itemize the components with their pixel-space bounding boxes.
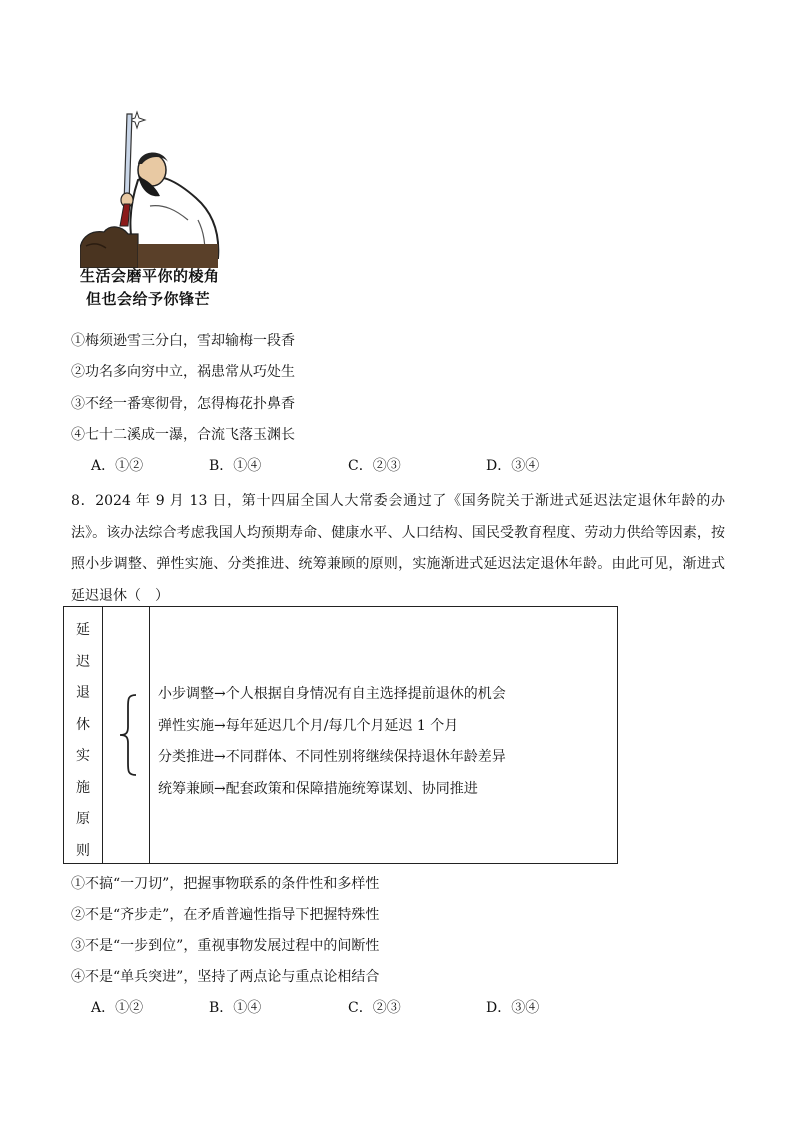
vertical-char: 实 — [76, 748, 90, 764]
vertical-char: 延 — [76, 622, 90, 638]
vertical-char: 退 — [76, 685, 90, 701]
q8-principles-table — [63, 606, 618, 864]
q7-choice-b[interactable]: B．①④ — [209, 458, 262, 474]
q8-choice-a[interactable]: A．①② — [91, 1000, 144, 1016]
q7-option-4: ④七十二溪成一瀑，合流飞落玉渊长 — [71, 427, 295, 443]
table-vertical-title — [64, 615, 102, 867]
rule-item: 统筹兼顾→配套政策和保障措施统筹谋划、协同推进 — [158, 780, 478, 797]
curly-brace-icon — [116, 693, 140, 777]
q8-choices — [91, 998, 651, 1018]
vertical-char: 则 — [76, 842, 90, 859]
q7-choice-c[interactable]: C．②③ — [348, 458, 401, 474]
vertical-char: 迟 — [76, 653, 90, 670]
q7-choice-d[interactable]: D．③④ — [486, 458, 540, 474]
q7-choices — [91, 456, 651, 476]
q8-option-4: ④不是“单兵突进”，坚持了两点论与重点论相结合 — [71, 969, 380, 985]
q8-option-1: ①不搞“一刀切”，把握事物联系的条件性和多样性 — [71, 876, 380, 892]
caption-line-2: 但也会给予你锋芒 — [86, 290, 211, 308]
q7-option-3: ③不经一番寒彻骨，怎得梅花扑鼻香 — [71, 396, 295, 412]
q8-choice-d[interactable]: D．③④ — [486, 1000, 540, 1016]
table-divider-1 — [102, 607, 103, 863]
q7-option-2: ②功名多向穷中立，祸患常从巧处生 — [71, 364, 295, 380]
rules-list — [158, 679, 506, 805]
q8-option-3: ③不是“一步到位”，重视事物发展过程中的间断性 — [71, 938, 380, 954]
q7-choice-a[interactable]: A．①② — [91, 458, 144, 474]
vertical-char: 休 — [76, 716, 90, 733]
table-divider-2 — [149, 607, 150, 863]
q8-choice-b[interactable]: B．①④ — [209, 1000, 262, 1016]
illustration-caption — [80, 265, 240, 311]
vertical-char: 原 — [76, 811, 90, 827]
rule-item: 小步调整→个人根据自身情况有自主选择提前退休的机会 — [158, 686, 506, 702]
ink-figure-with-sword-icon — [80, 108, 230, 268]
q8-stem: 8．2024 年 9 月 13 日，第十四届全国人大常委会通过了《国务院关于渐进式延迟法定退休年龄的办法》。该办法综合考虑我国人均预期寿命、健康水平、人口结构、国民受教育程度、劳动力供给等因素，按照小步调整、弹性实施、分类推进、统筹兼顾的原则，实施渐进式延迟法定退休年龄。由此可见，渐进式延迟退休（ ） — [71, 493, 725, 604]
caption-line-1: 生活会磨平你的棱角 — [80, 267, 220, 285]
rule-item: 弹性实施→每年延迟几个月/每几个月延迟 1 个月 — [158, 717, 459, 734]
q8-choice-c[interactable]: C．②③ — [348, 1000, 401, 1016]
vertical-char: 施 — [76, 779, 90, 796]
rule-item: 分类推进→不同群体、不同性别将继续保持退休年龄差异 — [158, 749, 506, 765]
q7-option-1: ①梅须逊雪三分白，雪却输梅一段香 — [71, 333, 295, 349]
q8-option-2: ②不是“齐步走”，在矛盾普遍性指导下把握特殊性 — [71, 907, 380, 923]
